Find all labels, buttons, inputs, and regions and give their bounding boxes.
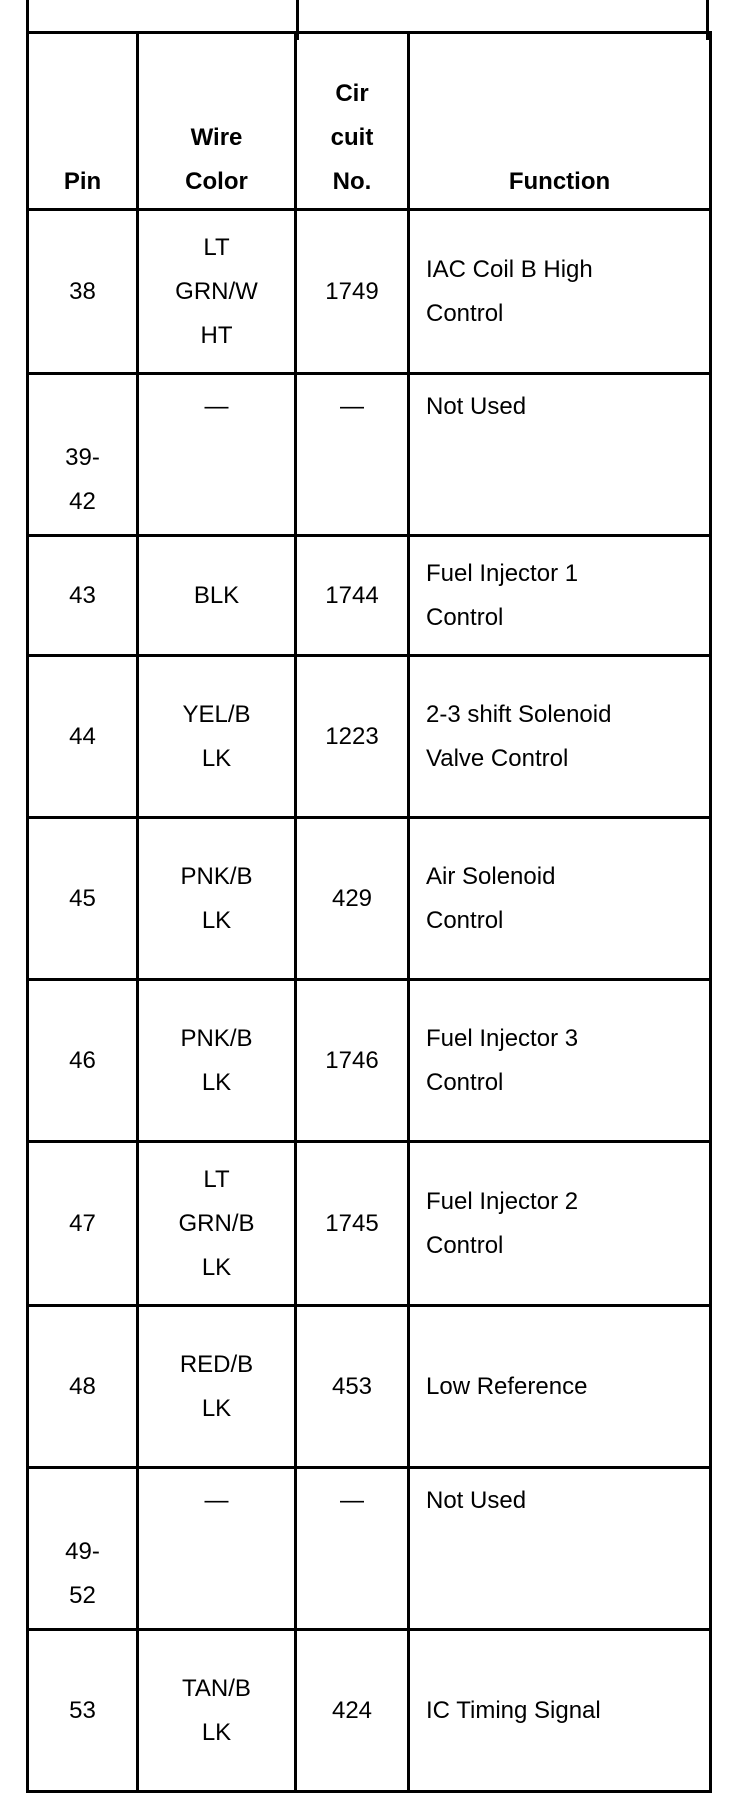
header-circuit-no: Cir cuit No.: [296, 33, 409, 210]
wire-color-cell: TAN/B LK: [138, 1630, 296, 1792]
function-cell: Not Used: [409, 374, 711, 536]
circuit-no-cell: 1749: [296, 210, 409, 374]
circuit-no-cell: 1745: [296, 1142, 409, 1306]
function-cell: Fuel Injector 2 Control: [409, 1142, 711, 1306]
header-pin: Pin: [28, 33, 138, 210]
header-function: Function: [409, 33, 711, 210]
pin-cell: 38: [28, 210, 138, 374]
header-wire-color: Wire Color: [138, 33, 296, 210]
em-dash: —: [340, 1487, 364, 1514]
wire-color-cell: [138, 1468, 296, 1630]
circuit-no-cell: 424: [296, 1630, 409, 1792]
table-row: [28, 536, 711, 656]
function-cell: Air Solenoid Control: [409, 818, 711, 980]
function-cell: IAC Coil B High Control: [409, 210, 711, 374]
wire-color-cell: BLK: [138, 536, 296, 656]
pin-cell: 48: [28, 1306, 138, 1468]
em-dash: —: [340, 393, 364, 420]
function-cell: Fuel Injector 3 Control: [409, 980, 711, 1142]
table-row: [28, 1630, 711, 1792]
table-row: [28, 980, 711, 1142]
function-cell: IC Timing Signal: [409, 1630, 711, 1792]
table-row: [28, 1468, 711, 1630]
wire-color-cell: YEL/B LK: [138, 656, 296, 818]
pin-cell: 44: [28, 656, 138, 818]
function-cell: Not Used: [409, 1468, 711, 1630]
circuit-no-cell: 1223: [296, 656, 409, 818]
wire-color-cell: RED/B LK: [138, 1306, 296, 1468]
em-dash: —: [204, 393, 229, 420]
circuit-no-cell: 453: [296, 1306, 409, 1468]
pin-cell: 53: [28, 1630, 138, 1792]
pin-cell: 46: [28, 980, 138, 1142]
table-row: [28, 210, 711, 374]
connector-pinout-table: [26, 31, 712, 1793]
wire-color-cell: LT GRN/B LK: [138, 1142, 296, 1306]
circuit-no-cell: 1744: [296, 536, 409, 656]
function-cell: Low Reference: [409, 1306, 711, 1468]
circuit-no-cell: 1746: [296, 980, 409, 1142]
circuit-no-cell: [296, 374, 409, 536]
pin-cell: 39- 42: [28, 374, 138, 536]
wire-color-cell: PNK/B LK: [138, 980, 296, 1142]
pin-cell: 49- 52: [28, 1468, 138, 1630]
table-row: [28, 818, 711, 980]
table-row: [28, 1142, 711, 1306]
function-cell: Fuel Injector 1 Control: [409, 536, 711, 656]
function-cell: 2-3 shift Solenoid Valve Control: [409, 656, 711, 818]
table-row: [28, 1306, 711, 1468]
table-header-row: [28, 33, 711, 210]
em-dash: —: [204, 1487, 229, 1514]
circuit-no-cell: 429: [296, 818, 409, 980]
table-row: [28, 374, 711, 536]
wire-color-cell: LT GRN/W HT: [138, 210, 296, 374]
circuit-no-cell: [296, 1468, 409, 1630]
pin-cell: 43: [28, 536, 138, 656]
table-row: [28, 656, 711, 818]
pin-cell: 45: [28, 818, 138, 980]
pin-cell: 47: [28, 1142, 138, 1306]
wire-color-cell: PNK/B LK: [138, 818, 296, 980]
wire-color-cell: [138, 374, 296, 536]
